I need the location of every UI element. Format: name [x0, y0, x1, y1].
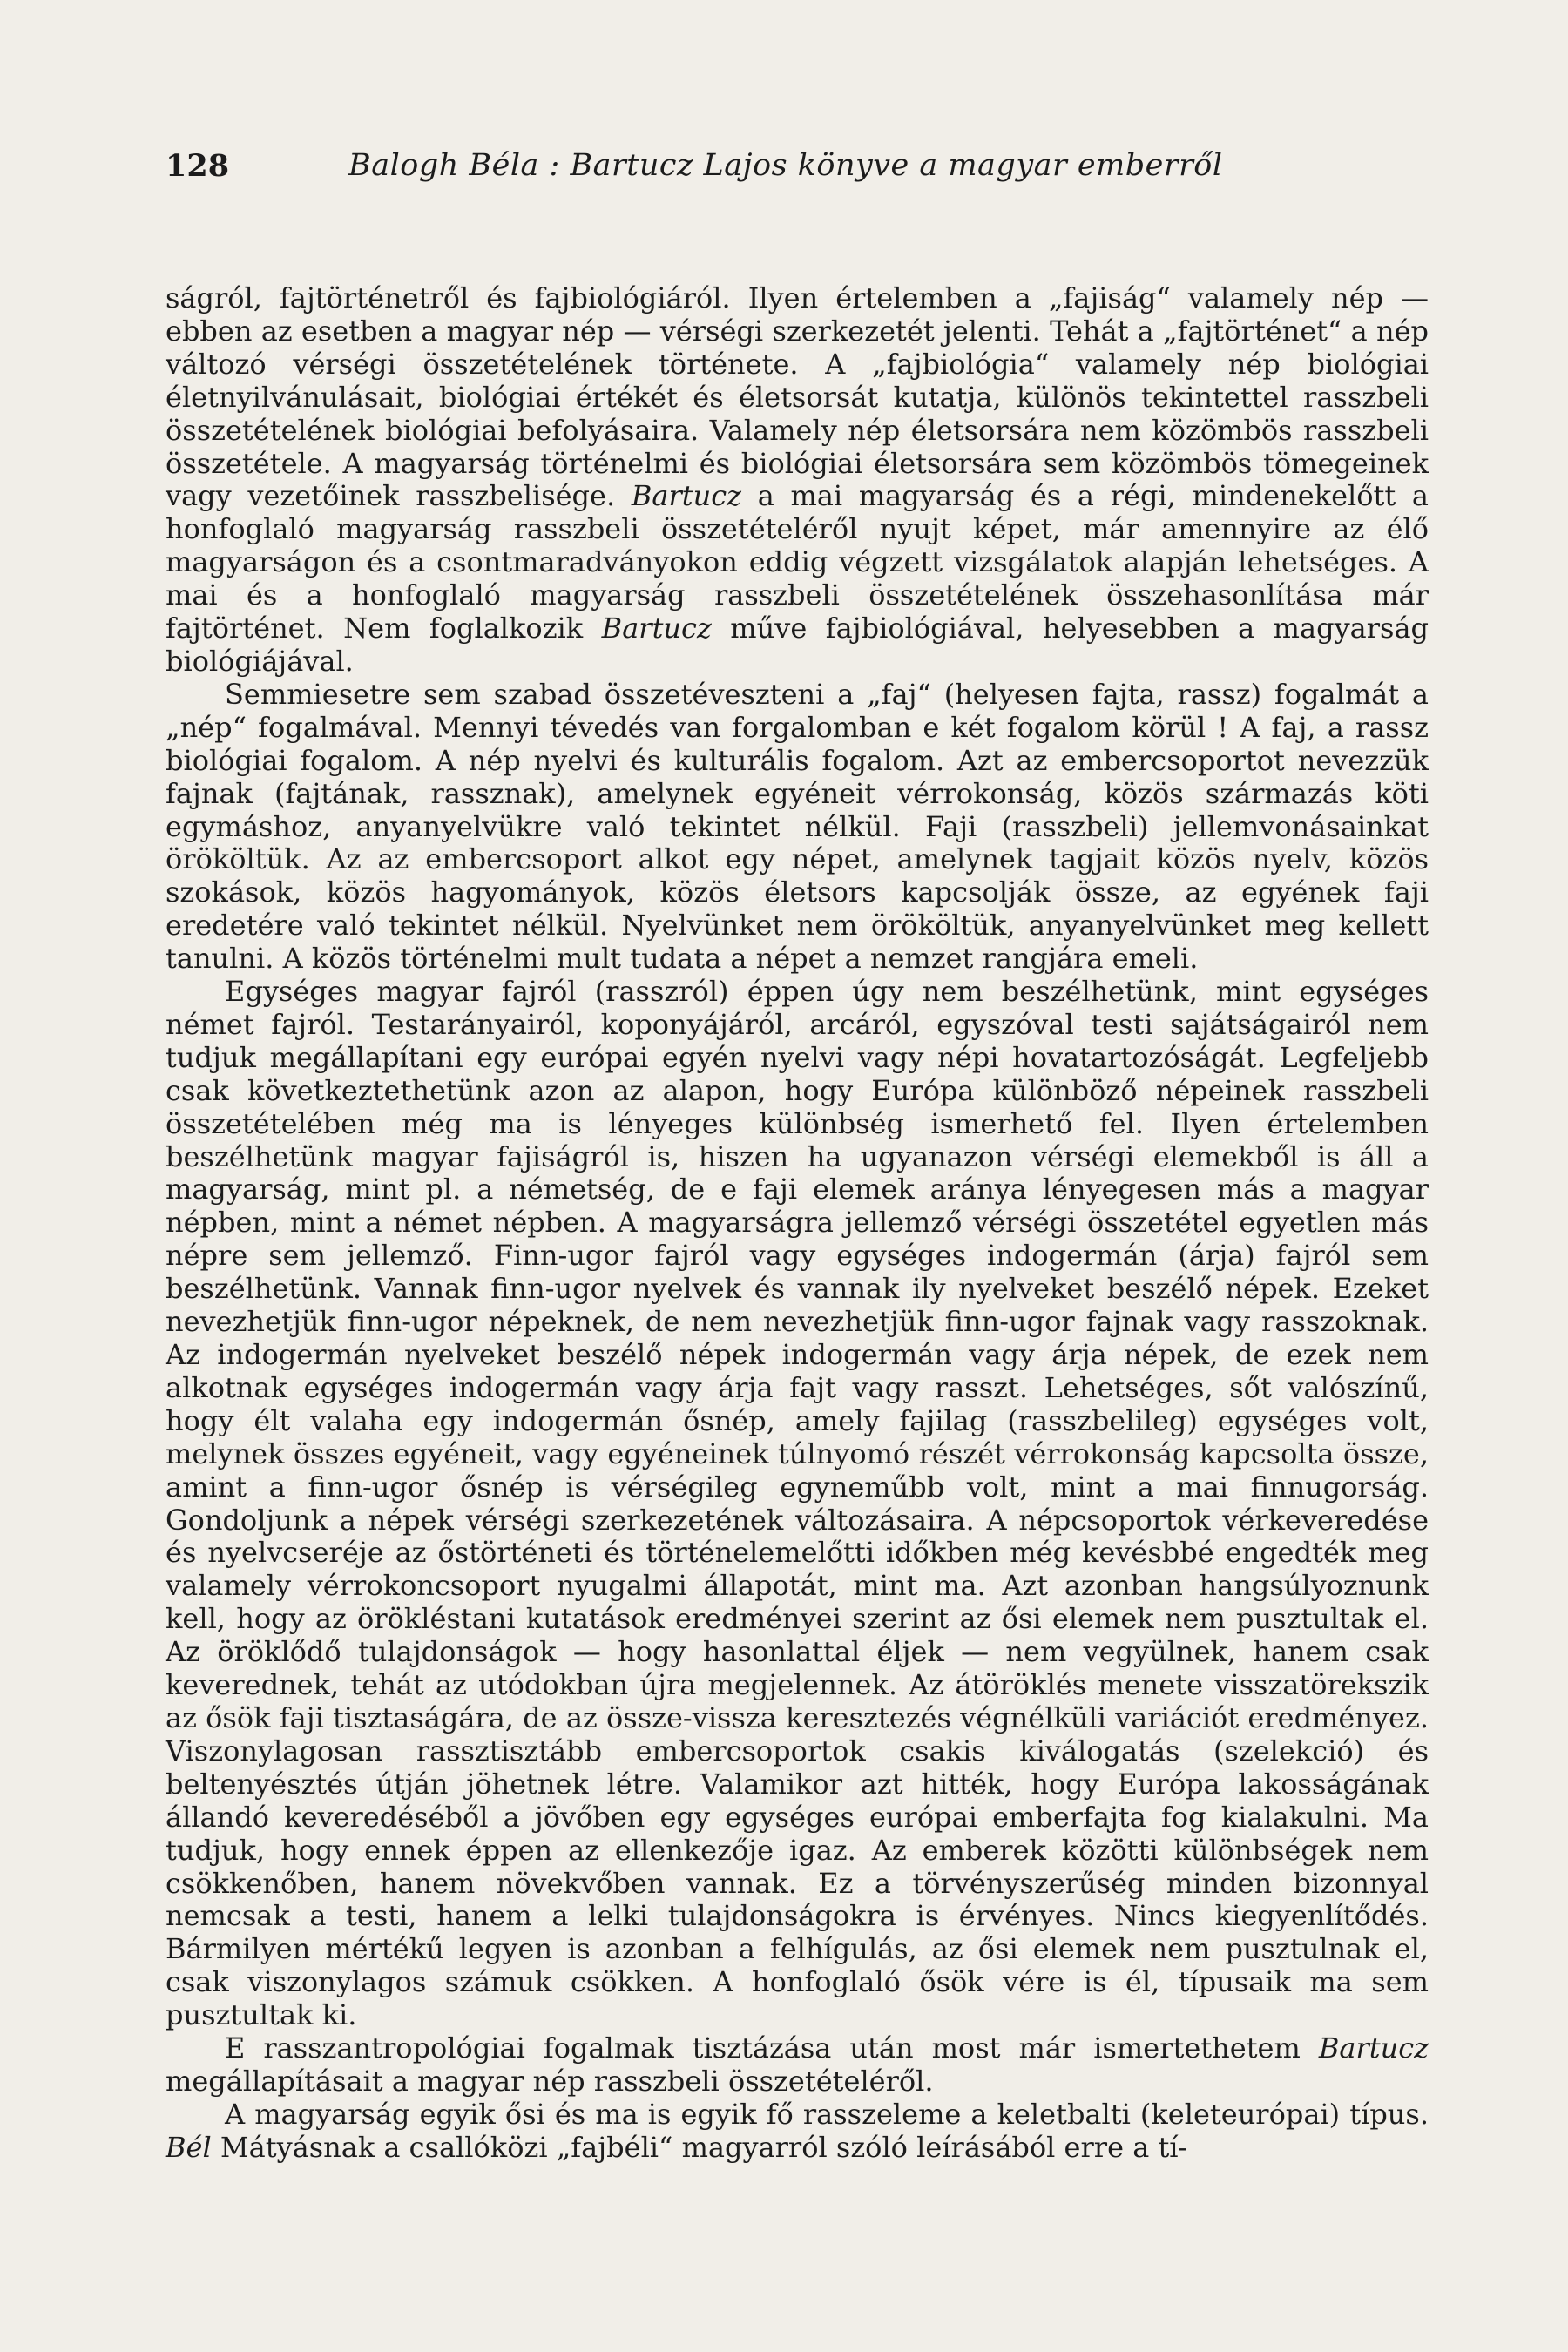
text-run: megállapításait a magyar nép rasszbeli összetételéről.: [166, 2064, 934, 2098]
paragraph-5: [166, 2099, 1429, 2165]
running-head: [166, 139, 1429, 192]
running-title: Balogh Béla : Bartucz Lajos könyve a magyar emberről: [348, 148, 1223, 183]
paragraph-4: [166, 2032, 1429, 2099]
book-page: [166, 139, 1429, 2165]
paragraph-2: [166, 679, 1429, 976]
body-text: [166, 282, 1429, 2165]
text-run: a mai magyarság és a régi, mindenekelőtt a honfoglaló magyarság rasszbeli összetételéről nyujt képet, már amennyire az élő magyarságon és a csontmaradványokon eddig végzett vizsgálatok alapján lehetséges. A mai és a honfoglaló magyarság rasszbeli összetételének összehasonlítása már fajtörténet. Nem foglalkozik: [166, 479, 1429, 645]
text-run: műve fajbiológiával, helyesebben a magyarság biológiájával.: [166, 612, 1429, 678]
italic-name: Bartucz: [631, 479, 741, 513]
italic-name: Bartucz: [601, 612, 712, 645]
italic-name: Bél: [166, 2130, 212, 2164]
paragraph-3: [166, 976, 1429, 2032]
text-run: A magyarság egyik ősi és ma is egyik fő rasszeleme a keletbalti (keleteurópai) típus.: [225, 2097, 1429, 2131]
text-run: ságról, fajtörténetről és fajbiológiáról. Ilyen értelemben a „fajiság“ valamely nép — ebben az esetben a magyar nép — vérségi szerkezetét jelenti. Tehát a „fajtörténet“ a nép változó vérségi összetételének története. A „fajbiológia“ valamely nép biológiai életnyilvánulásait, biológiai értékét és életsorsát kutatja, különös tekintettel rasszbeli összetételének biológiai befolyásaira. Valamely nép életsorsára nem közömbös rasszbeli összetétele. A magyarság történelmi és biológiai életsorsára sem közömbös tömegeinek vagy vezetőinek rasszbelisége.: [166, 281, 1429, 513]
paragraph-1: [166, 282, 1429, 679]
text-run: Semmiesetre sem szabad összetéveszteni a „faj“ (helyesen fajta, rassz) fogalmát a „nép“ fogalmával. Mennyi tévedés van forgalomban e két fogalom körül ! A faj, a rassz biológiai fogalom. A nép nyelvi és kulturális fogalom. Azt az embercsoportot nevezzük fajnak (fajtának, rassznak), amelynek egyéneit vérrokonság, közös származás köti egymáshoz, anyanyelvükre való tekintet nélkül. Faji (rasszbeli) jellemvonásainkat örököltük. Az az embercsoport alkot egy népet, amelynek tagjait közös nyelv, közös szokások, közös hagyományok, közös életsors kapcsolják össze, az egyének faji eredetére való tekintet nélkül. Nyelvünket nem örököltük, anyanyelvünket meg kellett tanulni. A közös történelmi mult tudata a népet a nemzet rangjára emeli.: [166, 677, 1429, 976]
text-run: E rasszantropológiai fogalmak tisztázása után most már ismertethetem: [225, 2031, 1319, 2065]
page-number: 128: [166, 148, 230, 184]
italic-name: Bartucz: [1318, 2031, 1429, 2065]
text-run: Egységes magyar fajról (rasszról) éppen úgy nem beszélhetünk, mint egységes német fajról. Testarányairól, koponyájáról, arcáról, egyszóval testi sajátságairól nem tudjuk megállapítani egy európai egyén nyelvi vagy népi hovatartozóságát. Legfeljebb csak következtethetünk azon az alapon, hogy Európa különböző népeinek rasszbeli összetételében még ma is lényeges különbség ismerhető fel. Ilyen értelemben beszélhetünk magyar fajiságról is, hiszen ha ugyanazon vérségi elemekből is áll a magyarság, mint pl. a németség, de e faji elemek aránya lényegesen más a magyar népben, mint a német népben. A magyarságra jellemző vérségi összetétel egyetlen más népre sem jellemző. Finn-ugor fajról vagy egységes indogermán (árja) fajról sem beszélhetünk. Vannak finn-ugor nyelvek és vannak ily nyelveket beszélő népek. Ezeket nevezhetjük finn-ugor népeknek, de nem nevezhetjük finn-ugor fajnak vagy rasszoknak. Az indogermán nyelveket beszélő népek indogermán vagy árja népek, de ezek nem alkotnak egységes indogermán vagy árja fajt vagy rasszt. Lehetséges, sőt valószínű, hogy élt valaha egy indogermán ősnép, amely fajilag (rasszbelileg) egységes volt, melynek összes egyéneit, vagy egyéneinek túlnyomó részét vérrokonság kapcsolta össze, amint a finn-ugor ősnép is vérségileg egyneműbb volt, mint a mai finnugorság. Gondoljunk a népek vérségi szerkezetének változásaira. A népcsoportok vérkeveredése és nyelvcseréje az őstörténeti és történelemelőtti időkben még kevésbbé engedték meg valamely vérrokoncsoport nyugalmi állapotát, mint ma. Azt azonban hangsúlyoznunk kell, hogy az örökléstani kutatások eredményei szerint az ősi elemek nem pusztultak el. Az öröklődő tulajdonságok — hogy hasonlattal éljek — nem vegyülnek, hanem csak keverednek, tehát az utódokban újra megjelennek. Az átöröklés menete visszatörekszik az ősök faji tisztaságára, de az össze-vissza keresztezés végnélküli variációt eredményez. Viszonylagosan rassztisztább embercsoportok csakis kiválogatás (szelekció) és beltenyésztés útján jöhetnek létre. Valamikor azt hitték, hogy Európa lakosságának állandó keveredéséből a jövőben egy egységes európai emberfajta fog kialakulni. Ma tudjuk, hogy ennek éppen az ellenkezője igaz. Az emberek közötti különbségek nem csökkenőben, hanem növekvőben vannak. Ez a törvényszerűség minden bizonnyal nemcsak a testi, hanem a lelki tulajdonságokra is érvényes. Nincs kiegyenlítődés. Bármilyen mértékű legyen is azonban a felhígulás, az ősi elemek nem pusztulnak el, csak viszonylagos számuk csökken. A honfoglaló ősök vére is él, típusaik ma sem pusztultak ki.: [166, 975, 1429, 2032]
text-run: Mátyásnak a csallóközi „fajbéli“ magyarról szóló leírásából erre a tí-: [211, 2130, 1188, 2164]
